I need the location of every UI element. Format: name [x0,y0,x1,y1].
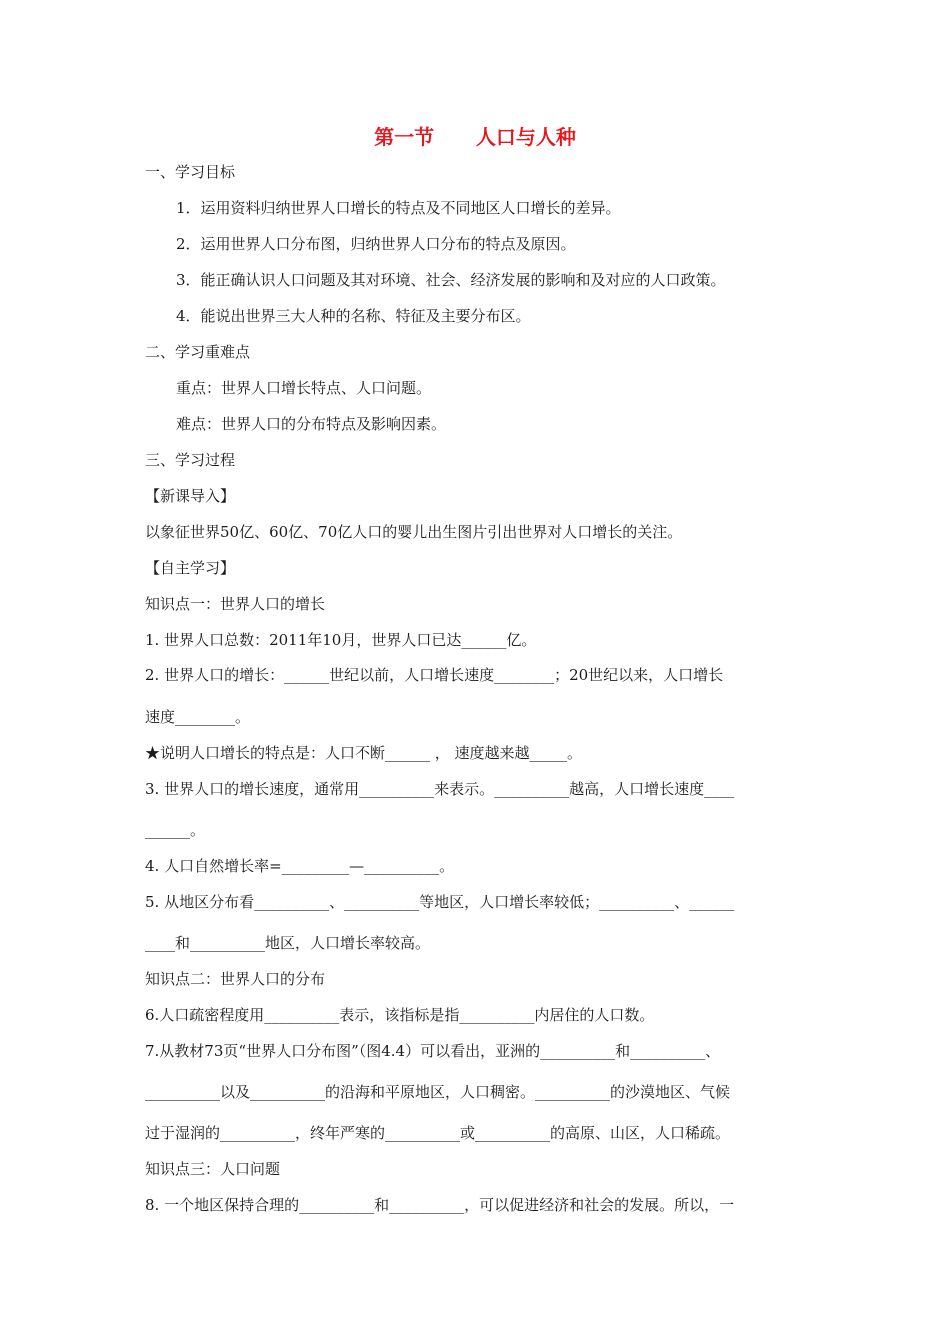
intro-heading: 【新课导入】 [145,487,236,505]
question-5-line-2: ____和__________地区，人口增长率较高。 [145,934,431,952]
section-heading-objectives: 一、学习目标 [145,163,236,181]
question-7-line-3: 过于湿润的__________，终年严寒的__________或__________的高原、山区，人口稀疏。 [145,1124,731,1142]
difficulty-text: 难点：世界人口的分布特点及影响因素。 [176,415,447,433]
question-8: 8. 一个地区保持合理的__________和__________，可以促进经济和社会的发展。所以，一 [145,1196,735,1214]
key-point-text: 重点：世界人口增长特点、人口问题。 [176,379,432,397]
intro-text: 以象征世界50亿、60亿、70亿人口的婴儿出生图片引出世界对人口增长的关注。 [145,523,683,541]
section-heading-process: 三、学习过程 [145,451,236,469]
page-title: 第一节 人口与人种 [374,125,576,149]
question-1: 1. 世界人口总数：2011年10月，世界人口已达______亿。 [145,631,537,649]
knowledge-point-2: 知识点二：世界人口的分布 [145,970,326,988]
objective-item-3: 3．能正确认识人口问题及其对环境、社会、经济发展的影响和及对应的人口政策。 [176,271,726,289]
objective-item-2: 2．运用世界人口分布图，归纳世界人口分布的特点及原因。 [176,235,576,253]
question-7-line-2: __________以及__________的沿海和平原地区，人口稠密。__________的沙漠地区、气候 [145,1083,731,1101]
question-5-line-1: 5. 从地区分布看__________、__________等地区，人口增长率较低；__________、______ [145,893,735,911]
objective-item-4: 4．能说出世界三大人种的名称、特征及主要分布区。 [176,307,531,325]
question-6: 6.人口疏密程度用__________表示，该指标是指__________内居住的人口数。 [145,1006,655,1024]
question-7-line-1: 7.从教材73页“世界人口分布图”（图4.4）可以看出，亚洲的__________和__________、 [145,1042,721,1060]
question-3-line-2: ______。 [145,821,206,839]
question-4: 4. 人口自然增长率=_________—__________。 [145,857,455,875]
question-2-line-1: 2. 世界人口的增长：______世纪以前，人口增长速度________；20世纪以来，人口增长 [145,666,724,684]
knowledge-point-1: 知识点一：世界人口的增长 [145,595,326,613]
question-2-line-2: 速度________。 [145,708,251,726]
knowledge-point-3: 知识点三：人口问题 [145,1160,281,1178]
objective-item-1: 1．运用资料归纳世界人口增长的特点及不同地区人口增长的差异。 [176,199,621,217]
star-note: ★说明人口增长的特点是：人口不断______ ， 速度越来越_____。 [145,744,583,762]
question-3-line-1: 3. 世界人口的增长速度，通常用__________来表示。__________越高，人口增长速度____ [145,780,735,798]
self-study-heading: 【自主学习】 [145,559,236,577]
section-heading-key-points: 二、学习重难点 [145,343,251,361]
